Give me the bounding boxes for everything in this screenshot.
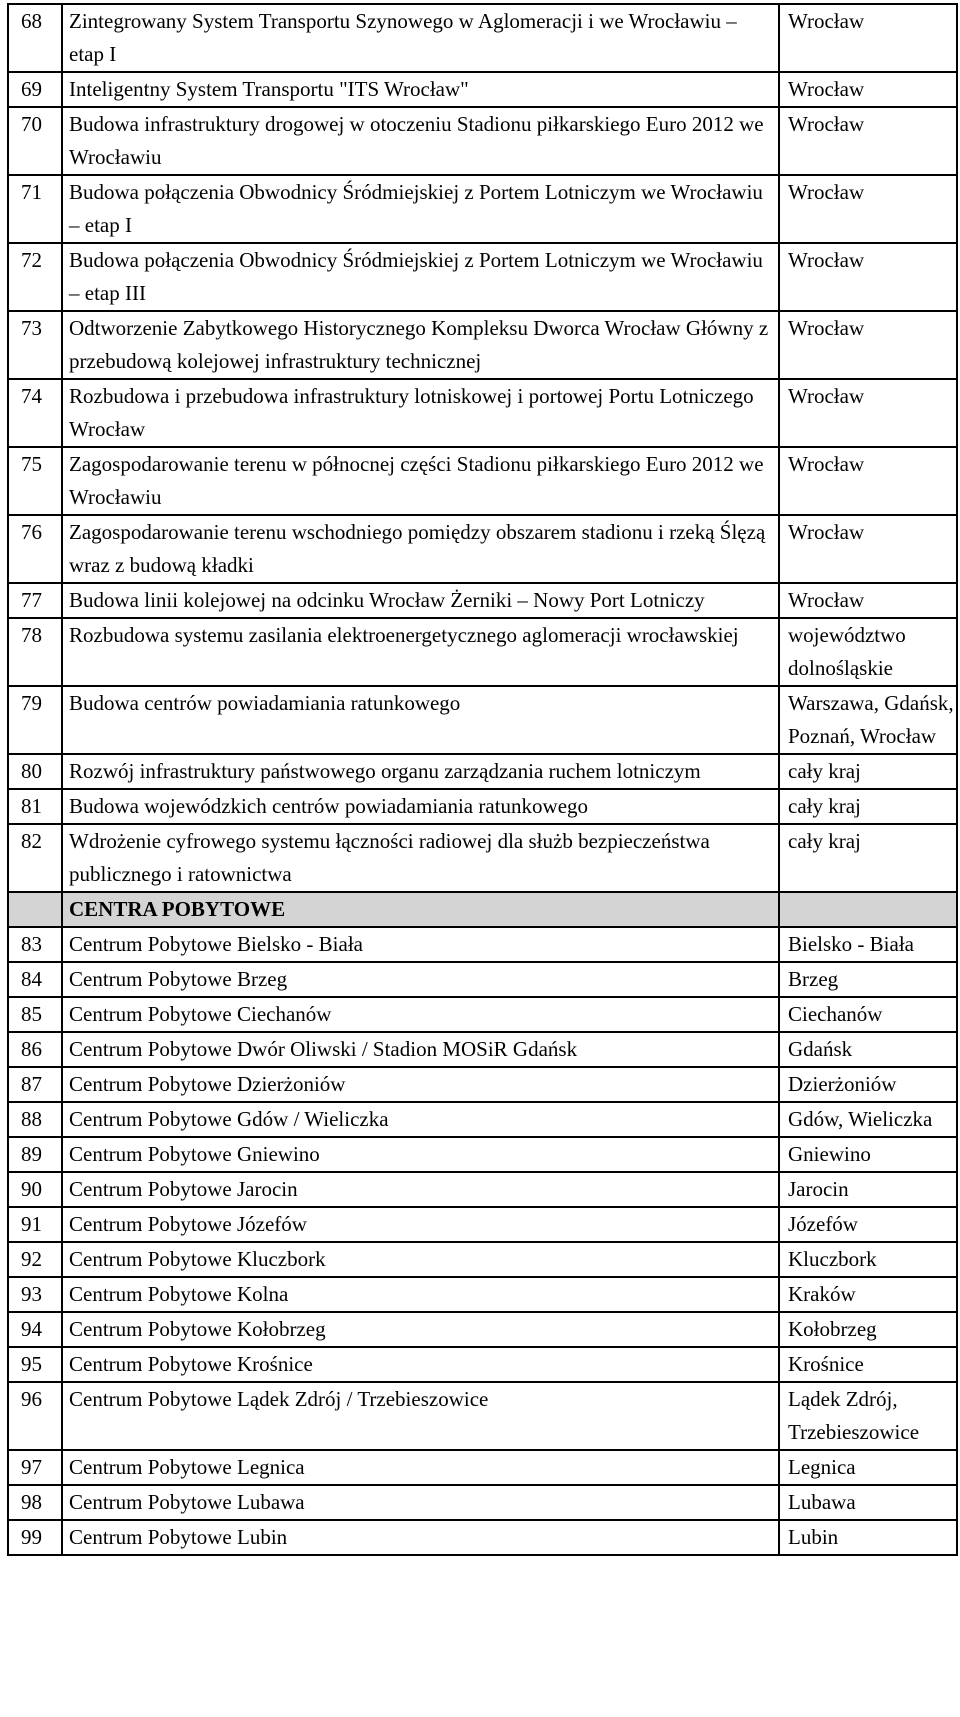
row-number: 68: [8, 4, 62, 72]
row-number: 77: [8, 583, 62, 618]
project-location: Krośnice: [779, 1347, 957, 1382]
project-location: Kołobrzeg: [779, 1312, 957, 1347]
table-row: [8, 72, 957, 107]
row-number: 93: [8, 1277, 62, 1312]
project-name: Centrum Pobytowe Jarocin: [62, 1172, 779, 1207]
table-row: [8, 379, 957, 447]
row-number: 95: [8, 1347, 62, 1382]
table-row: [8, 1450, 957, 1485]
project-location: Wrocław: [779, 107, 957, 175]
table-row: [8, 175, 957, 243]
project-location: cały kraj: [779, 754, 957, 789]
row-number: 97: [8, 1450, 62, 1485]
row-number: 86: [8, 1032, 62, 1067]
row-number: 91: [8, 1207, 62, 1242]
project-location: Wrocław: [779, 4, 957, 72]
table-row: [8, 447, 957, 515]
table-row: [8, 243, 957, 311]
project-location: Wrocław: [779, 379, 957, 447]
table-row: [8, 824, 957, 892]
project-location: Gdańsk: [779, 1032, 957, 1067]
project-name: Centrum Pobytowe Legnica: [62, 1450, 779, 1485]
row-number: 70: [8, 107, 62, 175]
project-name: Centrum Pobytowe Ciechanów: [62, 997, 779, 1032]
project-location: Józefów: [779, 1207, 957, 1242]
project-name: Budowa wojewódzkich centrów powiadamiania ratunkowego: [62, 789, 779, 824]
project-location: Dzierżoniów: [779, 1067, 957, 1102]
table-row: [8, 789, 957, 824]
row-number: 83: [8, 927, 62, 962]
row-number: 90: [8, 1172, 62, 1207]
project-name: Centrum Pobytowe Józefów: [62, 1207, 779, 1242]
table-row: [8, 1102, 957, 1137]
project-location: Wrocław: [779, 175, 957, 243]
project-location: Legnica: [779, 1450, 957, 1485]
project-location: Gniewino: [779, 1137, 957, 1172]
project-location: Gdów, Wieliczka: [779, 1102, 957, 1137]
project-name: Budowa połączenia Obwodnicy Śródmiejskiej z Portem Lotniczym we Wrocławiu – etap III: [62, 243, 779, 311]
table-row: [8, 1347, 957, 1382]
row-number: 69: [8, 72, 62, 107]
project-name: Centrum Pobytowe Dwór Oliwski / Stadion MOSiR Gdańsk: [62, 1032, 779, 1067]
project-name: Rozbudowa systemu zasilania elektroenergetycznego aglomeracji wrocławskiej: [62, 618, 779, 686]
row-number: 82: [8, 824, 62, 892]
table-row: [8, 1382, 957, 1450]
row-number: 96: [8, 1382, 62, 1450]
project-name: Rozbudowa i przebudowa infrastruktury lotniskowej i portowej Portu Lotniczego Wrocław: [62, 379, 779, 447]
document-table: [7, 3, 958, 1556]
project-location: Wrocław: [779, 72, 957, 107]
project-name: Centrum Pobytowe Lubin: [62, 1520, 779, 1555]
section-number-cell: [8, 892, 62, 927]
row-number: 74: [8, 379, 62, 447]
project-location: Warszawa, Gdańsk, Poznań, Wrocław: [779, 686, 957, 754]
table-row: [8, 962, 957, 997]
table-row: [8, 1172, 957, 1207]
section-location-cell: [779, 892, 957, 927]
project-name: Budowa centrów powiadamiania ratunkowego: [62, 686, 779, 754]
project-location: Lubin: [779, 1520, 957, 1555]
project-name: Centrum Pobytowe Lądek Zdrój / Trzebieszowice: [62, 1382, 779, 1450]
row-number: 73: [8, 311, 62, 379]
project-name: Centrum Pobytowe Bielsko - Biała: [62, 927, 779, 962]
table-row: [8, 1277, 957, 1312]
table-row: [8, 1242, 957, 1277]
row-number: 84: [8, 962, 62, 997]
row-number: 78: [8, 618, 62, 686]
table-row: [8, 107, 957, 175]
table-row: [8, 1312, 957, 1347]
table-row: [8, 686, 957, 754]
project-name: Centrum Pobytowe Kolna: [62, 1277, 779, 1312]
row-number: 81: [8, 789, 62, 824]
project-location: Ciechanów: [779, 997, 957, 1032]
table-row: [8, 4, 957, 72]
project-name: Rozwój infrastruktury państwowego organu zarządzania ruchem lotniczym: [62, 754, 779, 789]
row-number: 75: [8, 447, 62, 515]
project-name: Centrum Pobytowe Gniewino: [62, 1137, 779, 1172]
project-location: Jarocin: [779, 1172, 957, 1207]
project-name: Wdrożenie cyfrowego systemu łączności radiowej dla służb bezpieczeństwa publicznego i ratownictwa: [62, 824, 779, 892]
project-location: województwo dolnośląskie: [779, 618, 957, 686]
table-row: [8, 515, 957, 583]
project-location: Kluczbork: [779, 1242, 957, 1277]
table-row: [8, 1207, 957, 1242]
section-header-row: [8, 892, 957, 927]
project-name: Zintegrowany System Transportu Szynowego w Aglomeracji i we Wrocławiu – etap I: [62, 4, 779, 72]
project-name: Inteligentny System Transportu "ITS Wrocław": [62, 72, 779, 107]
project-name: Budowa infrastruktury drogowej w otoczeniu Stadionu piłkarskiego Euro 2012 we Wrocławiu: [62, 107, 779, 175]
project-name: Centrum Pobytowe Kluczbork: [62, 1242, 779, 1277]
project-name: Centrum Pobytowe Krośnice: [62, 1347, 779, 1382]
table-row: [8, 997, 957, 1032]
project-location: Wrocław: [779, 515, 957, 583]
project-name: Odtworzenie Zabytkowego Historycznego Kompleksu Dworca Wrocław Główny z przebudową kolejowej infrastruktury technicznej: [62, 311, 779, 379]
project-name: Centrum Pobytowe Gdów / Wieliczka: [62, 1102, 779, 1137]
table-row: [8, 1485, 957, 1520]
row-number: 79: [8, 686, 62, 754]
row-number: 85: [8, 997, 62, 1032]
table-body: [8, 4, 957, 1555]
row-number: 76: [8, 515, 62, 583]
project-location: Lądek Zdrój, Trzebieszowice: [779, 1382, 957, 1450]
table-row: [8, 927, 957, 962]
project-name: Budowa linii kolejowej na odcinku Wrocław Żerniki – Nowy Port Lotniczy: [62, 583, 779, 618]
table-row: [8, 1067, 957, 1102]
project-location: cały kraj: [779, 824, 957, 892]
row-number: 89: [8, 1137, 62, 1172]
table-row: [8, 583, 957, 618]
table-row: [8, 1032, 957, 1067]
project-location: Kraków: [779, 1277, 957, 1312]
project-location: Brzeg: [779, 962, 957, 997]
row-number: 98: [8, 1485, 62, 1520]
project-name: Zagospodarowanie terenu wschodniego pomiędzy obszarem stadionu i rzeką Ślęzą wraz z budową kładki: [62, 515, 779, 583]
row-number: 72: [8, 243, 62, 311]
project-location: cały kraj: [779, 789, 957, 824]
project-name: Centrum Pobytowe Brzeg: [62, 962, 779, 997]
project-location: Wrocław: [779, 243, 957, 311]
row-number: 94: [8, 1312, 62, 1347]
project-location: Wrocław: [779, 311, 957, 379]
row-number: 71: [8, 175, 62, 243]
project-location: Wrocław: [779, 583, 957, 618]
project-name: Budowa połączenia Obwodnicy Śródmiejskiej z Portem Lotniczym we Wrocławiu – etap I: [62, 175, 779, 243]
project-name: Centrum Pobytowe Kołobrzeg: [62, 1312, 779, 1347]
row-number: 87: [8, 1067, 62, 1102]
project-location: Lubawa: [779, 1485, 957, 1520]
project-location: Bielsko - Biała: [779, 927, 957, 962]
project-name: Centrum Pobytowe Dzierżoniów: [62, 1067, 779, 1102]
table-row: [8, 1137, 957, 1172]
table-row: [8, 1520, 957, 1555]
table-row: [8, 311, 957, 379]
row-number: 88: [8, 1102, 62, 1137]
row-number: 99: [8, 1520, 62, 1555]
table-row: [8, 618, 957, 686]
project-name: Zagospodarowanie terenu w północnej części Stadionu piłkarskiego Euro 2012 we Wrocławiu: [62, 447, 779, 515]
project-location: Wrocław: [779, 447, 957, 515]
section-title: CENTRA POBYTOWE: [62, 892, 779, 927]
row-number: 80: [8, 754, 62, 789]
row-number: 92: [8, 1242, 62, 1277]
table-row: [8, 754, 957, 789]
project-name: Centrum Pobytowe Lubawa: [62, 1485, 779, 1520]
